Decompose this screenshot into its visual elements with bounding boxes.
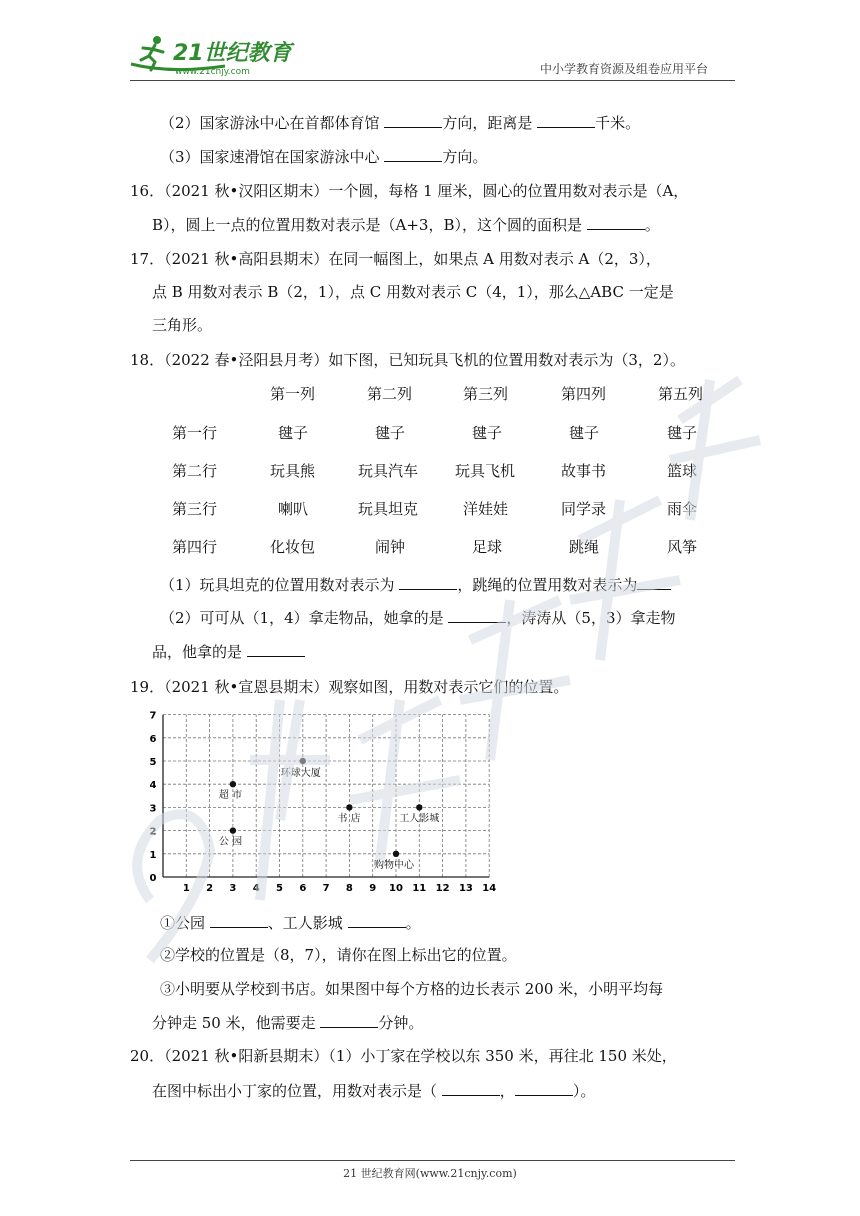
grid-point (416, 804, 422, 810)
table-cell: 篮球 (667, 462, 698, 480)
y-tick-label: 4 (149, 780, 157, 792)
y-tick-label: 1 (149, 849, 157, 861)
point-label: 超 市 (218, 790, 243, 802)
table-cell: 玩具熊 (270, 462, 316, 480)
q17-line3: 三角形。 (152, 316, 213, 334)
q17-line2: 点 B 用数对表示 B（2，1），点 C 用数对表示 C（4，1），那么△ABC 一定是 (152, 283, 674, 301)
table-cell: 玩具汽车 (358, 462, 419, 480)
row-label-3: 第三行 (172, 500, 218, 518)
q18-sub2: （2）可可从（1，4）拿走物品，她拿的是 ，涛涛从（5，3）拿走物 (160, 609, 676, 627)
coordinate-grid (140, 705, 500, 900)
x-tick-label: 13 (458, 883, 473, 894)
table-cell: 雨伞 (667, 500, 698, 518)
col-header-2: 第二列 (367, 385, 413, 403)
site-logo (125, 30, 295, 80)
q16-line1: 16．（2021 秋•汉阳区期末）一个圆，每格 1 厘米，圆心的位置用数对表示是（A， (130, 182, 689, 200)
q19-sub2: ②学校的位置是（8，7），请你在图上标出它的位置。 (160, 946, 517, 964)
x-tick-label: 10 (389, 883, 403, 894)
x-tick-label: 14 (482, 883, 497, 894)
table-cell: 玩具坦克 (358, 500, 419, 518)
point-label: 书 店 (337, 813, 361, 825)
table-cell: 闹钟 (375, 538, 406, 556)
table-cell: 跳绳 (569, 538, 600, 556)
row-label-2: 第二行 (172, 462, 218, 480)
x-tick-label: 4 (252, 883, 260, 894)
logo-title: 21世纪教育 (173, 41, 292, 66)
table-cell: 玩具飞机 (455, 462, 516, 480)
x-tick-label: 12 (435, 883, 450, 894)
x-tick-label: 11 (412, 883, 427, 894)
footer-divider (130, 1160, 735, 1161)
y-tick-label: 2 (149, 826, 157, 838)
footer-text: 21 世纪教育网(www.21cnjy.com) (343, 1167, 517, 1180)
x-tick-label: 6 (299, 883, 307, 894)
x-tick-label: 9 (369, 883, 377, 894)
grid-point (300, 758, 306, 764)
y-tick-label: 5 (149, 757, 157, 768)
table-cell: 故事书 (561, 462, 607, 480)
q19-sub1: ①公园 、工人影城 。 (160, 914, 421, 932)
header-divider (130, 80, 735, 81)
table-cell: 毽子 (472, 424, 503, 442)
y-tick-label: 0 (149, 873, 157, 884)
table-cell: 毽子 (667, 424, 698, 442)
q15-part2: （2）国家游泳中心在首都体育馆 方向，距离是 千米。 (160, 114, 641, 132)
col-header-3: 第三列 (463, 385, 509, 403)
table-cell: 喇叭 (278, 500, 309, 518)
x-tick-label: 2 (206, 883, 214, 894)
q20-line2: 在图中标出小丁家的位置，用数对表示是（ ， ）。 (152, 1082, 596, 1100)
point-label: 工人影城 (399, 813, 440, 825)
col-header-4: 第四列 (561, 385, 607, 403)
table-cell: 足球 (472, 538, 503, 556)
q18-sub1: （1）玩具坦克的位置用数对表示为 ，跳绳的位置用数对表示为 (160, 574, 671, 595)
col-header-1: 第一列 (270, 385, 316, 403)
q18-sub2-cont: 品，他拿的是 (152, 641, 305, 662)
y-tick-label: 7 (149, 710, 157, 722)
q15-part3: （3）国家速滑馆在国家游泳中心 方向。 (160, 148, 488, 166)
table-cell: 毽子 (375, 424, 406, 442)
x-tick-label: 5 (276, 883, 283, 894)
q19-sub3-line2: 分钟走 50 米，他需要走 分钟。 (152, 1014, 424, 1032)
table-cell: 风筝 (667, 538, 698, 556)
grid-point (346, 804, 352, 810)
table-cell: 洋娃娃 (463, 500, 509, 518)
point-label: 公 园 (218, 836, 243, 848)
y-tick-label: 6 (149, 733, 157, 745)
table-cell: 毽子 (278, 424, 309, 442)
q16-line2: B），圆上一点的位置用数对表示是（A+3，B），这个圆的面积是 。 (152, 216, 660, 234)
x-tick-label: 1 (182, 883, 190, 894)
grid-point (230, 827, 236, 833)
q19-sub3-line1: ③小明要从学校到书店。如果图中每个方格的边长表示 200 米，小明平均每 (160, 980, 664, 998)
x-tick-label: 7 (322, 883, 330, 894)
grid-svg (140, 705, 500, 900)
x-tick-label: 3 (229, 883, 237, 894)
row-label-1: 第一行 (172, 424, 218, 442)
q19-line1: 19．（2021 秋•宣恩县期末）观察如图，用数对表示它们的位置。 (130, 678, 569, 696)
platform-name: 中小学教育资源及组卷应用平台 (540, 62, 709, 76)
grid-point (393, 851, 399, 857)
logo-url: www.21cnjy.com (175, 67, 250, 77)
row-label-4: 第四行 (172, 538, 218, 556)
table-cell: 毽子 (569, 424, 600, 442)
point-label: 购物中心 (374, 859, 414, 871)
grid-point (230, 781, 236, 787)
q17-line1: 17．（2021 秋•高阳县期末）在同一幅图上，如果点 A 用数对表示 A（2，3）， (130, 250, 661, 268)
q18-line1: 18．（2022 春•泾阳县月考）如下图，已知玩具飞机的位置用数对表示为（3，2）。 (130, 351, 685, 369)
table-cell: 同学录 (561, 500, 607, 518)
point-label: 环球大厦 (280, 768, 321, 779)
y-tick-label: 3 (149, 803, 157, 815)
q20-line1: 20．（2021 秋•阳新县期末）（1）小丁家在学校以东 350 米，再往北 150 米处， (130, 1047, 677, 1065)
table-cell: 化妆包 (270, 538, 316, 556)
col-header-5: 第五列 (658, 385, 704, 403)
x-tick-label: 8 (345, 883, 353, 894)
